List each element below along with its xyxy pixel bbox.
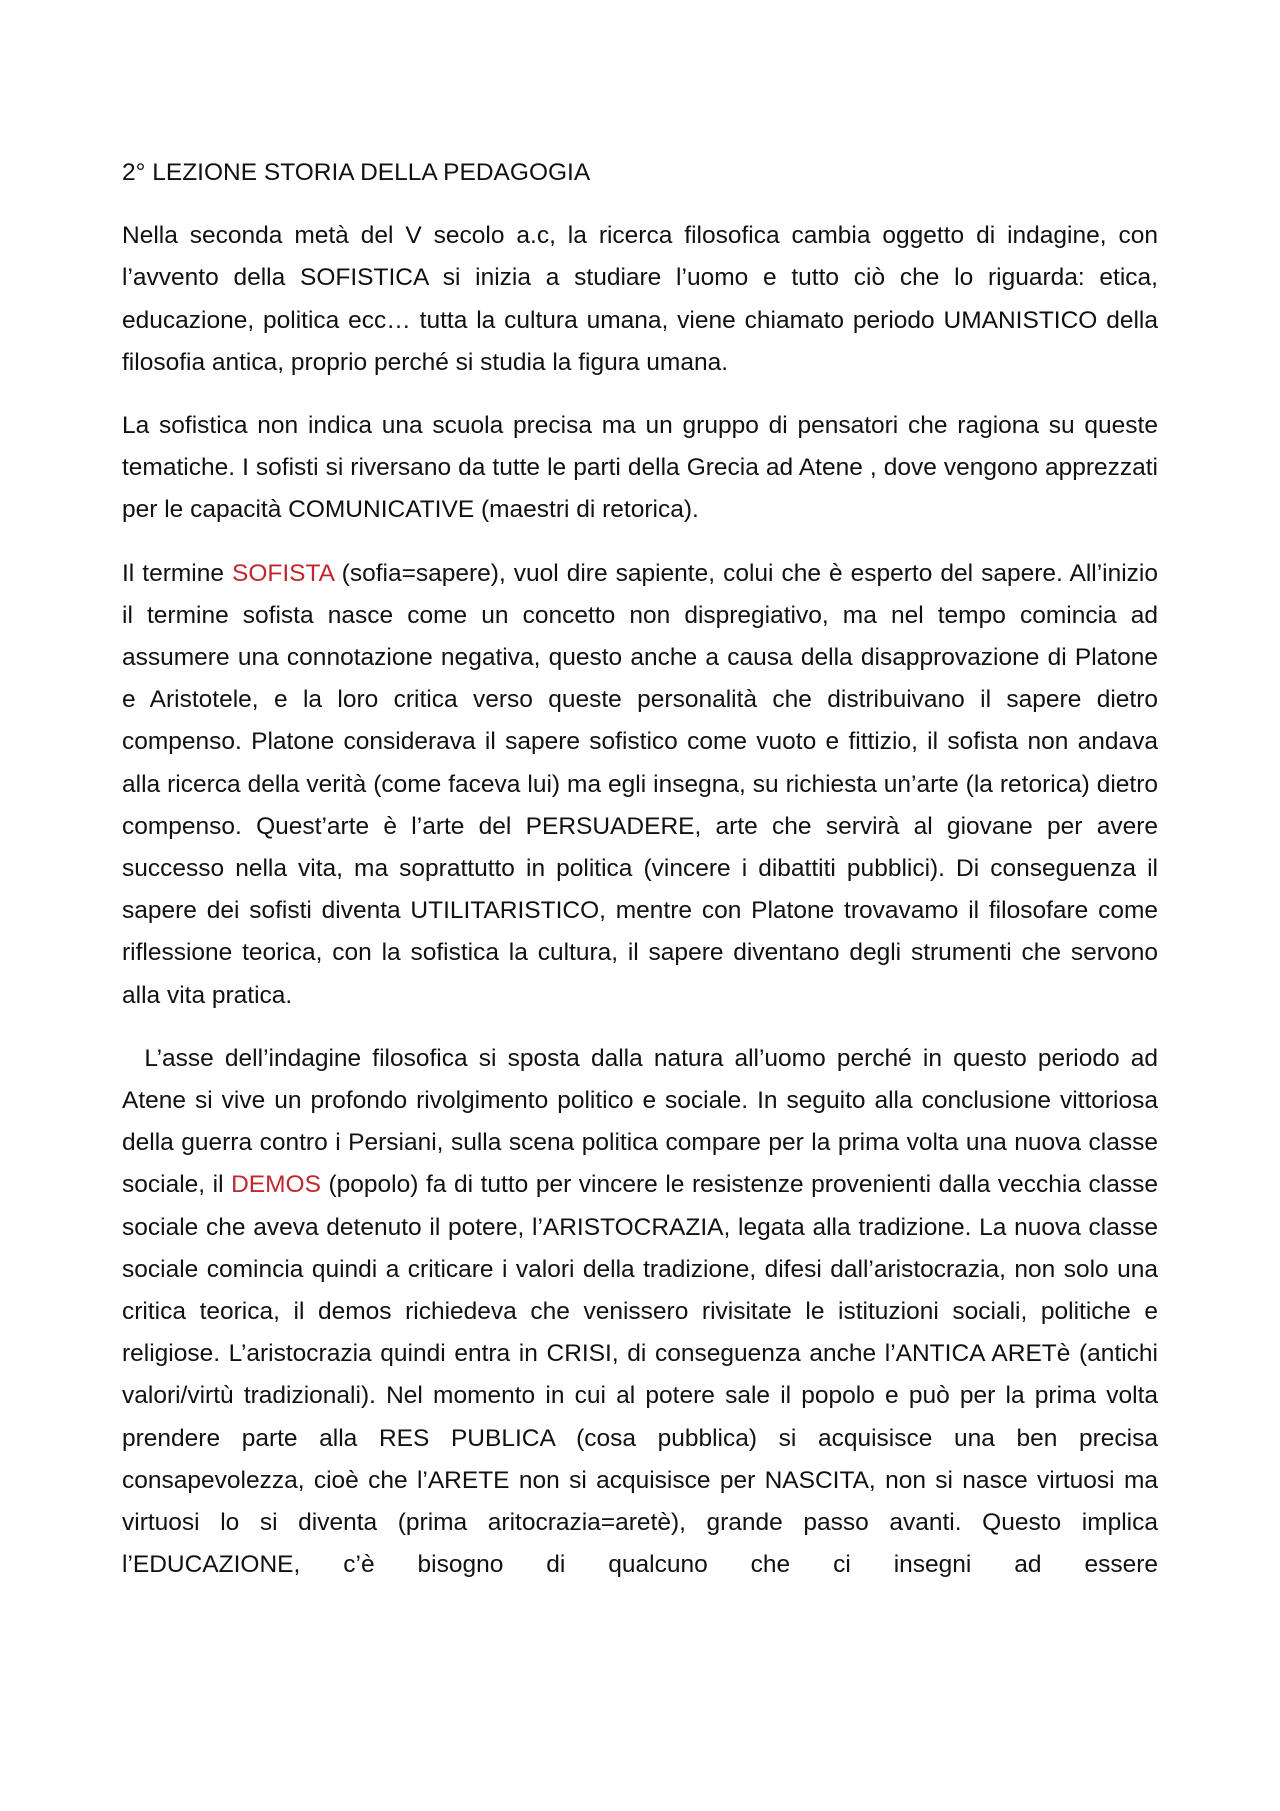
paragraph-text: (sofia=sapere), vuol dire sapiente, colui che è esperto del sapere. All’inizio il termine sofista nasce come un concetto non dispregiativo, ma nel tempo comincia ad assumere una connotazione negativa, questo anche a causa della disapprovazione di Platone e Aristotele, e la loro critica verso queste personalità che distribuivano il sapere dietro compenso. Platone considerava il sapere sofistico come vuoto e fittizio, il sofista non andava alla ricerca della verità (come faceva lui) ma egli insegna, su richiesta un’arte (la retorica) dietro compenso. Quest’arte è l’arte del PERSUADERE, arte che servirà al giovane per avere successo nella vita, ma soprattutto in politica (vincere i dibattiti pubblici). Di conseguenza il sapere dei sofisti diventa UTILITARISTICO, mentre con Platone trovavamo il filosofare come riflessione teorica, con la sofistica la cultura, il sapere diventano degli strumenti che servono alla vita pratica. [122, 559, 1158, 1009]
highlighted-term-sofista: SOFISTA [231, 559, 334, 587]
document-title: 2° LEZIONE STORIA DELLA PEDAGOGIA [122, 159, 591, 186]
paragraph-termine-sofista [122, 553, 1158, 1017]
paragraph-sofistica-intro: Nella seconda metà del V secolo a.c, la ricerca filosofica cambia oggetto di indagine, con l’avvento della SOFISTICA si inizia a studiare l’uomo e tutto ciò che lo riguarda: etica, educazione, politica ecc… tutta la cultura umana, viene chiamato periodo UMANISTICO della filosofia antica, proprio perché si studia la figura umana. [122, 222, 1158, 376]
document-page [122, 152, 1165, 1608]
paragraph-sofisti-gruppo: La sofistica non indica una scuola precisa ma un gruppo di pensatori che ragiona su queste tematiche. I sofisti si riversano da tutte le parti della Grecia ad Atene , dove vengono apprezzati per le capacità COMUNICATIVE (maestri di retorica). [122, 412, 1158, 524]
highlighted-term-demos: DEMOS [231, 1171, 321, 1199]
paragraph-text: (popolo) fa di tutto per vincere le resistenze provenienti dalla vecchia classe sociale che aveva detenuto il potere, l’ARISTOCRAZIA, legata alla tradizione. La nuova classe sociale comincia quindi a criticare i valori della tradizione, difesi dall’aristocrazia, non solo una critica teorica, il demos richiedeva che venissero rivisitate le istituzioni sociali, politiche e religiose. L’aristocrazia quindi entra in CRISI, di conseguenza anche l’ANTICA ARETè (antichi valori/virtù tradizionali). Nel momento in cui al potere sale il popolo e può per la prima volta prendere parte alla RES PUBLICA (cosa pubblica) si acquisisce una ben precisa consapevolezza, cioè che l’ARETE non si acquisisce per NASCITA, non si nasce virtuosi ma virtuosi lo si diventa (prima aritocrazia=aretè), grande passo avanti. Questo implica l’EDUCAZIONE, c’è bisogno di qualcuno che ci insegni ad essere [122, 1171, 1159, 1579]
paragraph-text: L’asse dell’indagine filosofica si sposta dalla natura all’uomo perché in questo periodo ad Atene si vive un profondo rivolgimento politico e sociale. In seguito alla conclusione vittoriosa della guerra contro i Persiani, sulla scena politica compare per la prima volta una nuova classe sociale, il [122, 1044, 1165, 1199]
paragraph-asse-indagine [122, 1038, 1165, 1587]
paragraph-text: Il termine [122, 559, 232, 587]
